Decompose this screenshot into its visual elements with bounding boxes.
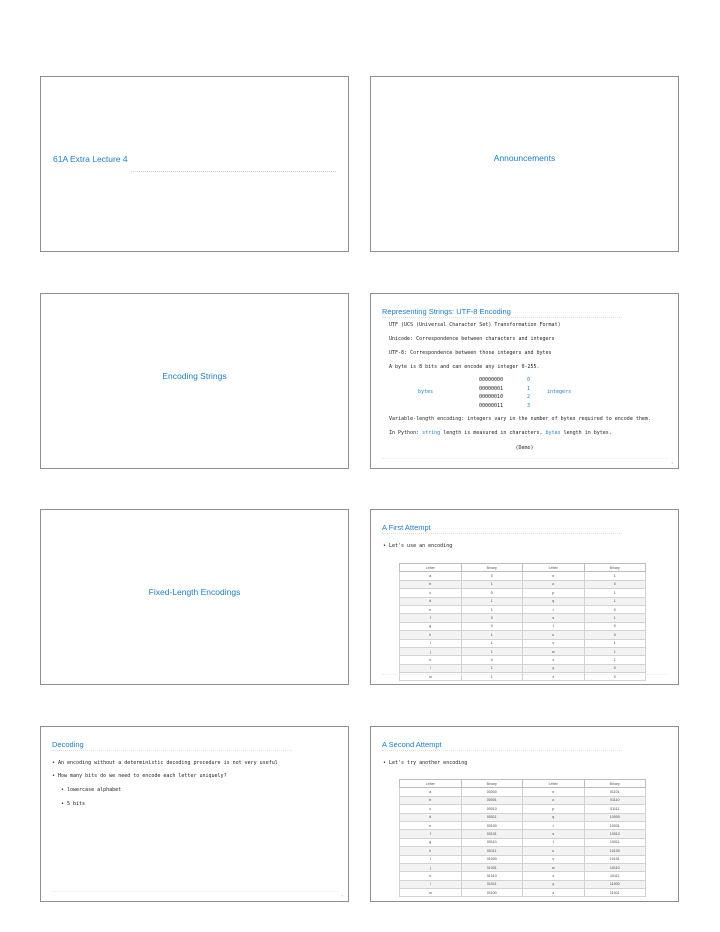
table-cell: 11001 <box>584 889 646 897</box>
table-cell: v <box>523 639 585 647</box>
table-cell: m <box>400 673 462 681</box>
slide-second-attempt <box>370 726 679 902</box>
table-cell: 1 <box>461 597 523 605</box>
slide-utf8 <box>370 293 679 469</box>
table-cell: z <box>523 889 585 897</box>
bullet-item: • Let's try another encoding <box>383 760 468 766</box>
table-cell: 10000 <box>584 813 646 821</box>
table-row <box>400 863 646 871</box>
table-cell: 1 <box>584 597 646 605</box>
table-cell: o <box>523 796 585 804</box>
table-cell: 01101 <box>584 788 646 796</box>
table-cell: z <box>523 673 585 681</box>
table-cell: e <box>400 605 462 613</box>
table-row <box>400 880 646 888</box>
table-cell: g <box>400 838 462 846</box>
text-line: UTF-8: Correspondence between those integers and bytes <box>389 350 552 356</box>
table-cell: f <box>400 830 462 838</box>
slide-fixed-length <box>40 509 349 685</box>
table-cell: f <box>400 614 462 622</box>
table-cell: 0 <box>584 605 646 613</box>
table-cell: 0 <box>461 614 523 622</box>
text-line: Variable-length encoding: integers vary in the number of bytes required to encode them. <box>389 416 651 422</box>
column-header: Binary <box>584 780 646 788</box>
table-cell: 0 <box>461 622 523 630</box>
table-cell: 0 <box>461 589 523 597</box>
table-row <box>400 847 646 855</box>
table-cell: 1 <box>461 647 523 655</box>
table-cell: 1 <box>461 605 523 613</box>
table-cell: 01110 <box>584 796 646 804</box>
byte-row: 00000011 3 <box>479 402 531 409</box>
table-cell: h <box>400 631 462 639</box>
slide-heading: A First Attempt <box>382 523 431 532</box>
table-cell: q <box>523 597 585 605</box>
bullet-item: • How many bits do we need to encode each letter uniquely? <box>52 773 227 779</box>
table-cell: j <box>400 647 462 655</box>
table-cell: b <box>400 796 462 804</box>
column-header: Binary <box>461 780 523 788</box>
table-cell: 0 <box>584 580 646 588</box>
slide-encoding-strings <box>40 293 349 469</box>
slide-heading: A Second Attempt <box>382 740 442 749</box>
table-cell: a <box>400 572 462 580</box>
slide-first-attempt <box>370 509 679 685</box>
byte-row: 00000010 2 <box>479 394 531 400</box>
table-cell: 1 <box>461 664 523 672</box>
table-row <box>400 622 646 630</box>
table-cell: 10110 <box>584 863 646 871</box>
table-cell: 1 <box>584 639 646 647</box>
table-cell: l <box>400 664 462 672</box>
table-cell: 01111 <box>584 805 646 813</box>
table-row <box>400 656 646 664</box>
table-cell: 1 <box>584 656 646 664</box>
table-row <box>400 605 646 613</box>
table-cell: 1 <box>584 572 646 580</box>
table-row <box>400 631 646 639</box>
footer-divider <box>382 674 668 675</box>
table-cell: 00111 <box>461 847 523 855</box>
table-cell: t <box>523 838 585 846</box>
bullet-item: • Let's use an encoding <box>383 543 453 549</box>
table-cell: d <box>400 813 462 821</box>
bullet-item: • An encoding without a deterministic decoding procedure is not very useful <box>52 760 278 766</box>
table-row <box>400 788 646 796</box>
table-cell: r <box>523 821 585 829</box>
table-cell: 10010 <box>584 830 646 838</box>
table-row <box>400 889 646 897</box>
table-cell: 00100 <box>461 821 523 829</box>
table-cell: u <box>523 847 585 855</box>
table-cell: 0 <box>461 656 523 664</box>
table-cell: 0 <box>584 673 646 681</box>
column-header: Letter <box>523 564 585 572</box>
table-row <box>400 572 646 580</box>
table-cell: s <box>523 830 585 838</box>
table-cell: 00001 <box>461 796 523 804</box>
sub-bullet-item: • lowercase alphabet <box>61 787 122 793</box>
table-row <box>400 838 646 846</box>
text-line: Unicode: Correspondence between characters and integers <box>389 336 555 342</box>
column-header: Binary <box>461 564 523 572</box>
column-header: Letter <box>523 780 585 788</box>
table-cell: 00110 <box>461 838 523 846</box>
table-cell: k <box>400 872 462 880</box>
table-cell: w <box>523 647 585 655</box>
slide-title-text: Encoding Strings <box>162 371 227 381</box>
table-cell: g <box>400 622 462 630</box>
table-cell: t <box>523 622 585 630</box>
table-cell: s <box>523 614 585 622</box>
footer-divider <box>382 458 668 459</box>
table-cell: 01001 <box>461 863 523 871</box>
byte-row: 00000001 1 <box>479 385 531 392</box>
heading-divider <box>382 317 622 318</box>
table-cell: 01000 <box>461 855 523 863</box>
slide-title <box>40 76 349 252</box>
sub-bullet-item: • 5 bits <box>61 801 86 807</box>
page-number: 7 <box>341 894 343 898</box>
table-cell: n <box>523 788 585 796</box>
table-cell: p <box>523 589 585 597</box>
table-cell: 11000 <box>584 880 646 888</box>
slide-title-text: Announcements <box>493 153 556 163</box>
table-row <box>400 597 646 605</box>
integers-label: integers <box>547 389 572 395</box>
slide-announcements <box>370 76 679 252</box>
footer-divider <box>52 891 338 892</box>
table-cell: 1 <box>584 589 646 597</box>
slide-decoding <box>40 726 349 902</box>
table-cell: l <box>400 880 462 888</box>
bytes-label: bytes <box>418 389 434 395</box>
column-header: Letter <box>400 564 462 572</box>
table-cell: 0 <box>461 572 523 580</box>
table-cell: 00000 <box>461 788 523 796</box>
table-cell: c <box>400 805 462 813</box>
table-cell: 00011 <box>461 813 523 821</box>
table-cell: x <box>523 872 585 880</box>
table-cell: 01010 <box>461 872 523 880</box>
table-row <box>400 639 646 647</box>
table-cell: n <box>523 572 585 580</box>
table-cell: y <box>523 880 585 888</box>
table-row <box>400 614 646 622</box>
table-row <box>400 796 646 804</box>
table-row <box>400 821 646 829</box>
column-header: Binary <box>584 564 646 572</box>
table-cell: q <box>523 813 585 821</box>
table-cell: 1 <box>461 673 523 681</box>
table-row <box>400 855 646 863</box>
table-cell: 00010 <box>461 805 523 813</box>
table-row <box>400 664 646 672</box>
table-cell: 1 <box>461 631 523 639</box>
encoding-table <box>399 779 646 897</box>
text-line: UTF (UCS (Universal Character Set) Transformation Format) <box>389 322 561 328</box>
table-row <box>400 872 646 880</box>
table-row <box>400 589 646 597</box>
table-cell: p <box>523 805 585 813</box>
text-line: A byte is 8 bits and can encode any integer 0-255. <box>389 364 540 370</box>
table-cell: 1 <box>461 580 523 588</box>
table-cell: 10111 <box>584 872 646 880</box>
table-cell: i <box>400 639 462 647</box>
table-cell: d <box>400 597 462 605</box>
table-cell: 0 <box>584 622 646 630</box>
table-cell: 1 <box>584 614 646 622</box>
encoding-table <box>399 563 646 681</box>
table-cell: 10101 <box>584 855 646 863</box>
table-cell: 10001 <box>584 821 646 829</box>
table-cell: w <box>523 863 585 871</box>
table-cell: i <box>400 855 462 863</box>
slide-heading: Decoding <box>52 740 84 749</box>
table-header-row <box>400 564 646 572</box>
heading-divider <box>382 750 622 751</box>
heading-divider <box>382 533 622 534</box>
slide-heading: Representing Strings: UTF-8 Encoding <box>382 307 511 316</box>
table-cell: a <box>400 788 462 796</box>
slide-title-text: Fixed-Length Encodings <box>148 587 241 597</box>
table-cell: e <box>400 821 462 829</box>
table-cell: c <box>400 589 462 597</box>
table-cell: o <box>523 580 585 588</box>
table-cell: 0 <box>584 664 646 672</box>
table-cell: 1 <box>461 639 523 647</box>
table-header-row <box>400 780 646 788</box>
table-cell: h <box>400 847 462 855</box>
table-cell: u <box>523 631 585 639</box>
column-header: Letter <box>400 780 462 788</box>
heading-divider <box>52 750 292 751</box>
table-cell: x <box>523 656 585 664</box>
title-divider <box>131 171 336 172</box>
table-cell: 1 <box>584 647 646 655</box>
table-cell: 10100 <box>584 847 646 855</box>
table-cell: j <box>400 863 462 871</box>
table-cell: m <box>400 889 462 897</box>
table-row <box>400 580 646 588</box>
table-row <box>400 830 646 838</box>
demo-label: (Demo) <box>515 445 534 451</box>
table-cell: r <box>523 605 585 613</box>
lecture-title: 61A Extra Lecture 4 <box>53 154 128 164</box>
table-cell: 10011 <box>584 838 646 846</box>
table-cell: k <box>400 656 462 664</box>
table-cell: 0 <box>584 631 646 639</box>
table-cell: b <box>400 580 462 588</box>
table-cell: y <box>523 664 585 672</box>
table-row <box>400 813 646 821</box>
byte-row: 00000000 0 <box>479 377 531 383</box>
page-number: 4 <box>671 461 673 465</box>
python-line: In Python: string length is measured in characters, bytes length in bytes. <box>389 430 612 436</box>
table-cell: v <box>523 855 585 863</box>
table-row <box>400 805 646 813</box>
table-cell: 01011 <box>461 880 523 888</box>
table-cell: 00101 <box>461 830 523 838</box>
table-row <box>400 647 646 655</box>
table-cell: 01100 <box>461 889 523 897</box>
